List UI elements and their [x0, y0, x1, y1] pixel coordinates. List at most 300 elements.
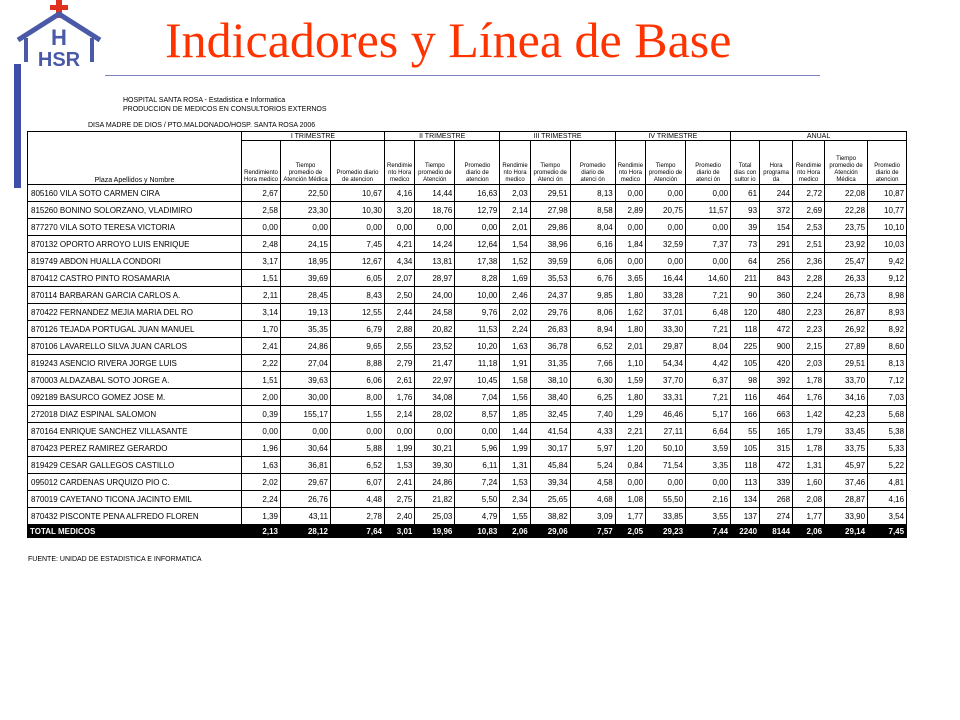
value-cell: 21,47 [415, 355, 455, 372]
table-row [28, 423, 907, 440]
total-value-cell: 2240 [731, 525, 760, 538]
value-cell: 10,20 [455, 338, 500, 355]
value-cell: 43,11 [281, 508, 331, 525]
value-cell: 3,54 [868, 508, 907, 525]
table-row [28, 355, 907, 372]
value-cell: 5,33 [868, 440, 907, 457]
value-cell: 1,44 [500, 423, 530, 440]
value-cell: 2,16 [686, 491, 731, 508]
total-value-cell: 19,96 [415, 525, 455, 538]
value-cell: 98 [731, 372, 760, 389]
value-cell: 4,42 [686, 355, 731, 372]
doctor-name-cell: 870106 LAVARELLO SILVA JUAN CARLOS [28, 338, 242, 355]
value-cell: 8,06 [570, 304, 615, 321]
value-cell: 2,34 [500, 491, 530, 508]
group-header: III TRIMESTRE [500, 132, 615, 141]
value-cell: 2,41 [242, 338, 281, 355]
value-cell: 3,14 [242, 304, 281, 321]
value-cell: 8,60 [868, 338, 907, 355]
value-cell: 28,02 [415, 406, 455, 423]
value-cell: 29,76 [530, 304, 570, 321]
value-cell: 1,29 [615, 406, 645, 423]
value-cell: 1,55 [331, 406, 385, 423]
value-cell: 0,00 [686, 253, 731, 270]
value-cell: 28,87 [825, 491, 868, 508]
value-cell: 4,34 [385, 253, 415, 270]
doctor-name-cell: 805160 VILA SOTO CARMEN CIRA [28, 185, 242, 202]
value-cell: 32,59 [646, 236, 686, 253]
value-cell: 0,00 [615, 474, 645, 491]
value-cell: 1,53 [500, 474, 530, 491]
logo-text: HSR [37, 49, 81, 71]
value-cell: 360 [760, 287, 793, 304]
value-cell: 0,00 [646, 253, 686, 270]
doctor-name-cell: 819243 ASENCIO RIVERA JORGE LUIS [28, 355, 242, 372]
column-header: Hora programa da [760, 141, 793, 185]
table-row [28, 219, 907, 236]
value-cell: 1,80 [615, 287, 645, 304]
value-cell: 7,03 [868, 389, 907, 406]
value-cell: 93 [731, 202, 760, 219]
value-cell: 14,60 [686, 270, 731, 287]
value-cell: 29,86 [530, 219, 570, 236]
value-cell: 14,24 [415, 236, 455, 253]
value-cell: 8,58 [570, 202, 615, 219]
value-cell: 22,97 [415, 372, 455, 389]
value-cell: 2,24 [242, 491, 281, 508]
value-cell: 420 [760, 355, 793, 372]
value-cell: 11,53 [455, 321, 500, 338]
value-cell: 25,03 [415, 508, 455, 525]
value-cell: 33,70 [825, 372, 868, 389]
value-cell: 480 [760, 304, 793, 321]
production-table [27, 131, 907, 538]
value-cell: 61 [731, 185, 760, 202]
report-header-line3: DISA MADRE DE DIOS / PTO.MALDONADO/HOSP. SANTA ROSA 2006 [88, 122, 316, 129]
report-header-line1: HOSPITAL SANTA ROSA - Estadistica e Informatica [123, 97, 286, 104]
value-cell: 5,50 [455, 491, 500, 508]
value-cell: 2,02 [500, 304, 530, 321]
column-header: Rendimie nto Hora medico [793, 141, 825, 185]
doctor-name-cell: 272018 DIAZ ESPINAL SALOMON [28, 406, 242, 423]
value-cell: 8,13 [868, 355, 907, 372]
table-row [28, 185, 907, 202]
value-cell: 55,50 [646, 491, 686, 508]
value-cell: 18,76 [415, 202, 455, 219]
value-cell: 22,50 [281, 185, 331, 202]
column-header: Rendimie nto Hora medico [500, 141, 530, 185]
group-header: ANUAL [731, 132, 907, 141]
value-cell: 3,65 [615, 270, 645, 287]
value-cell: 10,45 [455, 372, 500, 389]
value-cell: 3,35 [686, 457, 731, 474]
total-value-cell: 7,44 [686, 525, 731, 538]
column-header: Rendimiento Hora medico [242, 141, 281, 185]
value-cell: 3,09 [570, 508, 615, 525]
value-cell: 6,52 [331, 457, 385, 474]
value-cell: 33,28 [646, 287, 686, 304]
value-cell: 6,64 [686, 423, 731, 440]
value-cell: 472 [760, 457, 793, 474]
value-cell: 3,59 [686, 440, 731, 457]
total-value-cell: 7,57 [570, 525, 615, 538]
column-header: Total dias con sultor io [731, 141, 760, 185]
value-cell: 38,82 [530, 508, 570, 525]
value-cell: 90 [731, 287, 760, 304]
value-cell: 154 [760, 219, 793, 236]
value-cell: 28,97 [415, 270, 455, 287]
value-cell: 0,00 [646, 474, 686, 491]
value-cell: 4,21 [385, 236, 415, 253]
value-cell: 2,03 [500, 185, 530, 202]
value-cell: 13,81 [415, 253, 455, 270]
table-row [28, 474, 907, 491]
value-cell: 26,83 [530, 321, 570, 338]
value-cell: 9,85 [570, 287, 615, 304]
value-cell: 11,18 [455, 355, 500, 372]
value-cell: 12,55 [331, 304, 385, 321]
value-cell: 39,59 [530, 253, 570, 270]
value-cell: 2,11 [242, 287, 281, 304]
value-cell: 165 [760, 423, 793, 440]
value-cell: 5,88 [331, 440, 385, 457]
value-cell: 37,46 [825, 474, 868, 491]
value-cell: 2,03 [793, 355, 825, 372]
doctor-name-cell: 815260 BONINO SOLORZANO, VLADIMIRO [28, 202, 242, 219]
value-cell: 105 [731, 440, 760, 457]
value-cell: 6,37 [686, 372, 731, 389]
value-cell: 33,75 [825, 440, 868, 457]
value-cell: 1,84 [615, 236, 645, 253]
value-cell: 2,08 [793, 491, 825, 508]
table-row [28, 372, 907, 389]
column-header: Tiempo promedio de Atención [415, 141, 455, 185]
value-cell: 0,00 [385, 423, 415, 440]
value-cell: 2,69 [793, 202, 825, 219]
value-cell: 10,67 [331, 185, 385, 202]
value-cell: 8,00 [331, 389, 385, 406]
value-cell: 33,31 [646, 389, 686, 406]
value-cell: 6,76 [570, 270, 615, 287]
value-cell: 900 [760, 338, 793, 355]
doctor-name-cell: 870423 PEREZ RAMIREZ GERARDO [28, 440, 242, 457]
table-row [28, 202, 907, 219]
total-value-cell: 10,83 [455, 525, 500, 538]
value-cell: 1,78 [793, 440, 825, 457]
accent-bar [14, 64, 21, 188]
total-value-cell: 29,14 [825, 525, 868, 538]
table-row [28, 253, 907, 270]
doctor-name-cell: 870114 BARBARAN GARCIA CARLOS A. [28, 287, 242, 304]
value-cell: 2,14 [500, 202, 530, 219]
value-cell: 45,97 [825, 457, 868, 474]
value-cell: 2,24 [500, 321, 530, 338]
column-header: Promedio diario de atenci ón [570, 141, 615, 185]
name-column-header: Plaza Apellidos y Nombre [28, 132, 242, 185]
column-header: Promedio diario de atencion [455, 141, 500, 185]
column-header: Promedio diario de atencion [868, 141, 907, 185]
value-cell: 4,81 [868, 474, 907, 491]
value-cell: 1,58 [500, 372, 530, 389]
column-header: Tiempo promedio de Atención Médica [281, 141, 331, 185]
value-cell: 9,42 [868, 253, 907, 270]
value-cell: 24,86 [415, 474, 455, 491]
value-cell: 2,23 [793, 321, 825, 338]
value-cell: 8,92 [868, 321, 907, 338]
value-cell: 4,16 [385, 185, 415, 202]
value-cell: 5,38 [868, 423, 907, 440]
value-cell: 137 [731, 508, 760, 525]
value-cell: 0,00 [615, 219, 645, 236]
value-cell: 1,55 [500, 508, 530, 525]
value-cell: 24,58 [415, 304, 455, 321]
value-cell: 19,13 [281, 304, 331, 321]
value-cell: 116 [731, 389, 760, 406]
value-cell: 2,78 [331, 508, 385, 525]
column-header: Rendimie nto Hora medico [615, 141, 645, 185]
value-cell: 1,10 [615, 355, 645, 372]
value-cell: 8,43 [331, 287, 385, 304]
value-cell: 5,24 [570, 457, 615, 474]
value-cell: 113 [731, 474, 760, 491]
table-row [28, 304, 907, 321]
value-cell: 5,68 [868, 406, 907, 423]
value-cell: 2,48 [242, 236, 281, 253]
value-cell: 3,20 [385, 202, 415, 219]
total-row [28, 525, 907, 538]
value-cell: 38,10 [530, 372, 570, 389]
value-cell: 843 [760, 270, 793, 287]
value-cell: 1,62 [615, 304, 645, 321]
value-cell: 339 [760, 474, 793, 491]
value-cell: 27,11 [646, 423, 686, 440]
value-cell: 6,25 [570, 389, 615, 406]
total-value-cell: 2,05 [615, 525, 645, 538]
value-cell: 27,04 [281, 355, 331, 372]
value-cell: 1,39 [242, 508, 281, 525]
value-cell: 166 [731, 406, 760, 423]
value-cell: 38,96 [530, 236, 570, 253]
value-cell: 12,67 [331, 253, 385, 270]
doctor-name-cell: 819749 ABDON HUALLA CONDORI [28, 253, 242, 270]
value-cell: 26,87 [825, 304, 868, 321]
table-row [28, 338, 907, 355]
value-cell: 39,30 [415, 457, 455, 474]
doctor-name-cell: 870412 CASTRO PINTO ROSAMARIA [28, 270, 242, 287]
value-cell: 2,58 [242, 202, 281, 219]
table-row [28, 389, 907, 406]
value-cell: 392 [760, 372, 793, 389]
value-cell: 17,38 [455, 253, 500, 270]
doctor-name-cell: 877270 VILA SOTO TERESA VICTORIA [28, 219, 242, 236]
value-cell: 1,20 [615, 440, 645, 457]
value-cell: 6,30 [570, 372, 615, 389]
value-cell: 30,21 [415, 440, 455, 457]
value-cell: 0,39 [242, 406, 281, 423]
value-cell: 12,79 [455, 202, 500, 219]
value-cell: 5,97 [570, 440, 615, 457]
value-cell: 23,75 [825, 219, 868, 236]
doctor-name-cell: 092189 BASURCO GOMEZ JOSE M. [28, 389, 242, 406]
value-cell: 2,44 [385, 304, 415, 321]
table-row [28, 508, 907, 525]
hospital-logo [8, 0, 108, 75]
value-cell: 0,00 [686, 474, 731, 491]
value-cell: 7,45 [331, 236, 385, 253]
group-header: IV TRIMESTRE [615, 132, 730, 141]
value-cell: 36,78 [530, 338, 570, 355]
value-cell: 4,16 [868, 491, 907, 508]
value-cell: 1,52 [500, 253, 530, 270]
value-cell: 8,57 [455, 406, 500, 423]
value-cell: 0,00 [455, 423, 500, 440]
value-cell: 0,00 [455, 219, 500, 236]
value-cell: 8,04 [570, 219, 615, 236]
value-cell: 23,30 [281, 202, 331, 219]
value-cell: 1,42 [793, 406, 825, 423]
value-cell: 21,82 [415, 491, 455, 508]
value-cell: 23,52 [415, 338, 455, 355]
value-cell: 8,88 [331, 355, 385, 372]
value-cell: 71,54 [646, 457, 686, 474]
value-cell: 372 [760, 202, 793, 219]
value-cell: 0,84 [615, 457, 645, 474]
column-header: Promedio diario de atenci ón [686, 141, 731, 185]
table-row [28, 457, 907, 474]
total-value-cell: 2,13 [242, 525, 281, 538]
value-cell: 6,05 [331, 270, 385, 287]
value-cell: 1,99 [385, 440, 415, 457]
value-cell: 64 [731, 253, 760, 270]
value-cell: 3,17 [242, 253, 281, 270]
value-cell: 9,12 [868, 270, 907, 287]
value-cell: 244 [760, 185, 793, 202]
value-cell: 2,89 [615, 202, 645, 219]
value-cell: 105 [731, 355, 760, 372]
value-cell: 22,08 [825, 185, 868, 202]
value-cell: 1,51 [242, 372, 281, 389]
value-cell: 2,14 [385, 406, 415, 423]
column-header: Tiempo promedio de Atención [646, 141, 686, 185]
value-cell: 30,64 [281, 440, 331, 457]
value-cell: 6,07 [331, 474, 385, 491]
value-cell: 55 [731, 423, 760, 440]
value-cell: 2,50 [385, 287, 415, 304]
value-cell: 35,53 [530, 270, 570, 287]
value-cell: 26,92 [825, 321, 868, 338]
value-cell: 22,28 [825, 202, 868, 219]
value-cell: 2,55 [385, 338, 415, 355]
value-cell: 16,44 [646, 270, 686, 287]
value-cell: 4,58 [570, 474, 615, 491]
value-cell: 1,59 [615, 372, 645, 389]
value-cell: 2,07 [385, 270, 415, 287]
value-cell: 29,67 [281, 474, 331, 491]
total-value-cell: 8144 [760, 525, 793, 538]
value-cell: 1,80 [615, 389, 645, 406]
value-cell: 4,48 [331, 491, 385, 508]
value-cell: 0,00 [385, 219, 415, 236]
value-cell: 24,15 [281, 236, 331, 253]
value-cell: 16,63 [455, 185, 500, 202]
value-cell: 2,46 [500, 287, 530, 304]
value-cell: 2,01 [500, 219, 530, 236]
value-cell: 2,24 [793, 287, 825, 304]
value-cell: 1,77 [793, 508, 825, 525]
value-cell: 35,35 [281, 321, 331, 338]
value-cell: 2,21 [615, 423, 645, 440]
svg-text:H: H [51, 25, 67, 50]
group-header: I TRIMESTRE [242, 132, 385, 141]
value-cell: 274 [760, 508, 793, 525]
value-cell: 8,04 [686, 338, 731, 355]
value-cell: 33,30 [646, 321, 686, 338]
value-cell: 0,00 [615, 253, 645, 270]
value-cell: 23,92 [825, 236, 868, 253]
value-cell: 0,00 [281, 219, 331, 236]
value-cell: 211 [731, 270, 760, 287]
value-cell: 50,10 [646, 440, 686, 457]
value-cell: 4,68 [570, 491, 615, 508]
value-cell: 291 [760, 236, 793, 253]
value-cell: 1,80 [615, 321, 645, 338]
doctor-name-cell: 870019 CAYETANO TICONA JACINTO EMIL [28, 491, 242, 508]
value-cell: 256 [760, 253, 793, 270]
value-cell: 33,45 [825, 423, 868, 440]
value-cell: 24,86 [281, 338, 331, 355]
value-cell: 7,04 [455, 389, 500, 406]
value-cell: 1,91 [500, 355, 530, 372]
value-cell: 9,76 [455, 304, 500, 321]
value-cell: 25,65 [530, 491, 570, 508]
value-cell: 11,57 [686, 202, 731, 219]
value-cell: 225 [731, 338, 760, 355]
value-cell: 33,85 [646, 508, 686, 525]
value-cell: 31,35 [530, 355, 570, 372]
value-cell: 2,51 [793, 236, 825, 253]
value-cell: 6,06 [331, 372, 385, 389]
value-cell: 7,66 [570, 355, 615, 372]
value-cell: 29,51 [825, 355, 868, 372]
value-cell: 34,16 [825, 389, 868, 406]
value-cell: 2,28 [793, 270, 825, 287]
value-cell: 0,00 [615, 185, 645, 202]
column-header: Promedio diario de atencion [331, 141, 385, 185]
value-cell: 10,10 [868, 219, 907, 236]
value-cell: 26,33 [825, 270, 868, 287]
value-cell: 30,00 [281, 389, 331, 406]
value-cell: 1,53 [385, 457, 415, 474]
value-cell: 7,40 [570, 406, 615, 423]
table-row [28, 491, 907, 508]
table-row [28, 321, 907, 338]
total-value-cell: 7,45 [868, 525, 907, 538]
table-row [28, 406, 907, 423]
value-cell: 3,55 [686, 508, 731, 525]
value-cell: 7,12 [868, 372, 907, 389]
value-cell: 5,17 [686, 406, 731, 423]
value-cell: 2,72 [793, 185, 825, 202]
value-cell: 29,51 [530, 185, 570, 202]
value-cell: 0,00 [331, 423, 385, 440]
value-cell: 10,00 [455, 287, 500, 304]
total-value-cell: 2,06 [793, 525, 825, 538]
column-header: Tiempo promedio de Atención Médica [825, 141, 868, 185]
value-cell: 2,15 [793, 338, 825, 355]
value-cell: 54,34 [646, 355, 686, 372]
value-cell: 26,73 [825, 287, 868, 304]
value-cell: 20,82 [415, 321, 455, 338]
